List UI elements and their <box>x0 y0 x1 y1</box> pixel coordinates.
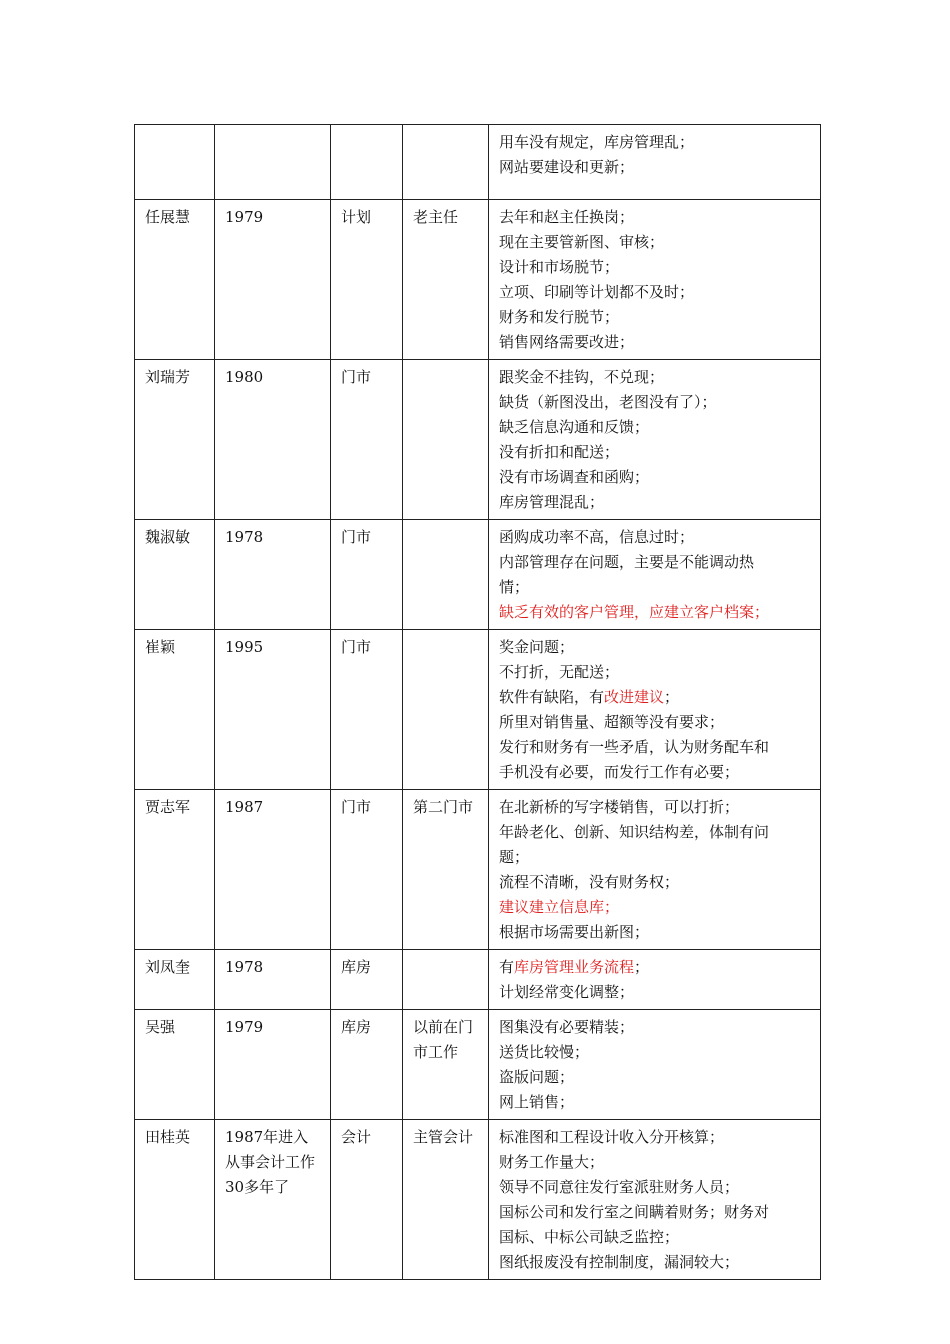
note-line: 缺货（新图没出，老图没有了）； <box>499 393 717 411</box>
note-text: 软件有缺陷，有 <box>499 688 605 706</box>
note-line: 立项、印刷等计划都不及时； <box>499 283 695 301</box>
note-line: 图集没有必要精装； <box>499 1018 635 1036</box>
table-row <box>135 1010 821 1120</box>
note-line: 去年和赵主任换岗； <box>499 208 635 226</box>
note-line: 现在主要管新图、审核； <box>499 233 665 251</box>
role-cell: 以前在门市工作 <box>403 1010 489 1120</box>
note-line: 盗版问题； <box>499 1068 575 1086</box>
notes-cell <box>489 790 821 950</box>
note-line: 流程不清晰，没有财务权； <box>499 873 680 891</box>
note-line: 根据市场需要出新图； <box>499 923 650 941</box>
note-line: 图纸报废没有控制制度，漏洞较大； <box>499 1253 740 1271</box>
name-cell: 刘瑞芳 <box>135 360 215 520</box>
note-line: 没有折扣和配送； <box>499 443 620 461</box>
role-cell <box>403 125 489 200</box>
year-cell: 1980 <box>215 360 331 520</box>
table-row <box>135 950 821 1010</box>
year-cell: 1979 <box>215 200 331 360</box>
mixed-note-line <box>499 685 811 710</box>
name-cell: 贾志军 <box>135 790 215 950</box>
year-cell: 1978 <box>215 950 331 1010</box>
notes-cell <box>489 1010 821 1120</box>
name-cell: 任展慧 <box>135 200 215 360</box>
note-line: 财务和发行脱节； <box>499 308 620 326</box>
role-cell: 第二门市 <box>403 790 489 950</box>
dept-cell: 库房 <box>331 1010 403 1120</box>
notes-cell <box>489 520 821 630</box>
table-row <box>135 200 821 360</box>
highlight-note-line: 建议建立信息库； <box>499 898 620 916</box>
note-line: 手机没有必要，而发行工作有必要； <box>499 763 740 781</box>
note-line: 不打折，无配送； <box>499 663 620 681</box>
role-cell: 老主任 <box>403 200 489 360</box>
notes-cell <box>489 1120 821 1280</box>
notes-cell <box>489 360 821 520</box>
dept-cell: 门市 <box>331 520 403 630</box>
year-cell: 1995 <box>215 630 331 790</box>
year-cell <box>215 125 331 200</box>
note-text: ； <box>664 688 680 706</box>
name-cell <box>135 125 215 200</box>
table-row <box>135 1120 821 1280</box>
note-line: 年龄老化、创新、知识结构差，体制有问 <box>499 823 770 841</box>
note-line: 函购成功率不高，信息过时； <box>499 528 695 546</box>
note-line: 领导不同意往发行室派驻财务人员； <box>499 1178 740 1196</box>
note-line: 跟奖金不挂钩，不兑现； <box>499 368 665 386</box>
note-line: 所里对销售量、超额等没有要求； <box>499 713 725 731</box>
table-row <box>135 520 821 630</box>
note-line: 财务工作量大； <box>499 1153 605 1171</box>
year-cell: 1987年进入从事会计工作30多年了 <box>215 1120 331 1280</box>
role-cell <box>403 520 489 630</box>
role-cell <box>403 630 489 790</box>
note-line: 国标公司和发行室之间瞒着财务；财务对 <box>499 1203 770 1221</box>
highlight-text: 改进建议 <box>604 688 665 706</box>
note-line: 用车没有规定，库房管理乱； <box>499 133 695 151</box>
note-line: 缺乏信息沟通和反馈； <box>499 418 650 436</box>
table-row <box>135 630 821 790</box>
highlight-text: 库房管理业务流程 <box>514 958 635 976</box>
dept-cell <box>331 125 403 200</box>
note-line: 情； <box>499 578 530 596</box>
role-cell <box>403 360 489 520</box>
year-cell: 1979 <box>215 1010 331 1120</box>
note-line: 国标、中标公司缺乏监控； <box>499 1228 680 1246</box>
name-cell: 吴强 <box>135 1010 215 1120</box>
name-cell: 田桂英 <box>135 1120 215 1280</box>
highlight-note-line: 缺乏有效的客户管理，应建立客户档案； <box>499 603 770 621</box>
note-line: 库房管理混乱； <box>499 493 605 511</box>
note-line: 计划经常变化调整； <box>499 983 635 1001</box>
notes-cell <box>489 200 821 360</box>
note-line: 发行和财务有一些矛盾，认为财务配车和 <box>499 738 770 756</box>
note-line: 销售网络需要改进； <box>499 333 635 351</box>
note-line: 内部管理存在问题，主要是不能调动热 <box>499 553 755 571</box>
role-cell: 主管会计 <box>403 1120 489 1280</box>
note-text: ； <box>634 958 650 976</box>
role-cell <box>403 950 489 1010</box>
dept-cell: 库房 <box>331 950 403 1010</box>
note-line: 设计和市场脱节； <box>499 258 620 276</box>
note-line: 网上销售； <box>499 1093 575 1111</box>
notes-cell <box>489 125 821 200</box>
dept-cell: 门市 <box>331 360 403 520</box>
note-line: 标准图和工程设计收入分开核算； <box>499 1128 725 1146</box>
table-row <box>135 790 821 950</box>
year-cell: 1978 <box>215 520 331 630</box>
table-row <box>135 360 821 520</box>
mixed-note-line <box>499 955 811 980</box>
name-cell: 崔颖 <box>135 630 215 790</box>
note-line: 题； <box>499 848 530 866</box>
interview-table <box>134 124 821 1280</box>
notes-cell <box>489 630 821 790</box>
note-line: 网站要建设和更新； <box>499 158 635 176</box>
notes-cell <box>489 950 821 1010</box>
dept-cell: 门市 <box>331 630 403 790</box>
note-line: 在北新桥的写字楼销售，可以打折； <box>499 798 740 816</box>
year-cell: 1987 <box>215 790 331 950</box>
dept-cell: 会计 <box>331 1120 403 1280</box>
dept-cell: 计划 <box>331 200 403 360</box>
note-line: 奖金问题； <box>499 638 575 656</box>
name-cell: 刘凤奎 <box>135 950 215 1010</box>
note-text: 有 <box>499 958 515 976</box>
note-line: 没有市场调查和函购； <box>499 468 650 486</box>
note-line: 送货比较慢； <box>499 1043 590 1061</box>
table-row <box>135 125 821 200</box>
dept-cell: 门市 <box>331 790 403 950</box>
name-cell: 魏淑敏 <box>135 520 215 630</box>
